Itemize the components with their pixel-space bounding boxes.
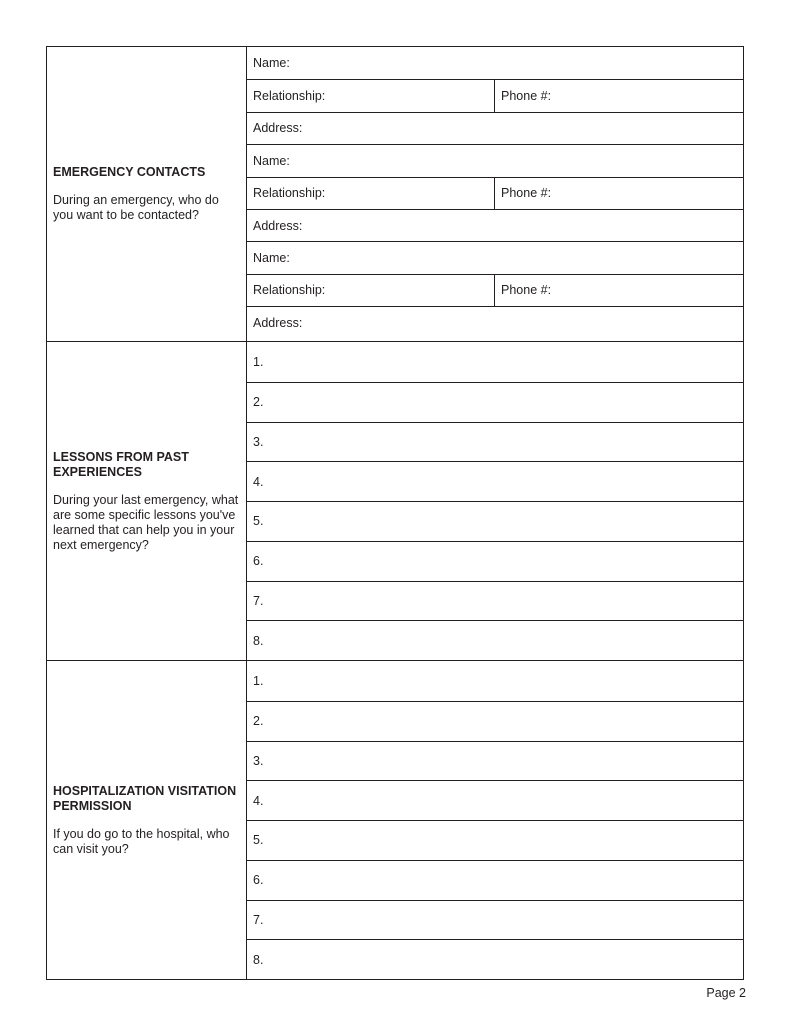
contact-2-name-field[interactable]: Name: [253, 153, 290, 168]
emergency-contacts-section [47, 47, 743, 341]
visitation-section [47, 660, 743, 979]
contact-2-relationship-row [247, 177, 743, 209]
lesson-row-4 [247, 461, 743, 501]
contact-1-name-row [247, 47, 743, 79]
emergency-contacts-fields [247, 47, 743, 341]
contact-1-phone-field[interactable]: Phone #: [501, 89, 552, 104]
lesson-field-5[interactable]: 5. [253, 514, 264, 529]
visitor-field-8[interactable]: 8. [253, 952, 264, 967]
section-description: If you do go to the hospital, who can visit you? [53, 826, 230, 856]
visitation-header [47, 661, 247, 979]
page-number: Page 2 [706, 986, 746, 1000]
section-title: HOSPITALIZATION VISITATION PERMISSION [53, 783, 237, 813]
visitor-row-3 [247, 741, 743, 781]
contact-3-relationship-row [247, 274, 743, 306]
contact-2-phone-field[interactable]: Phone #: [501, 186, 552, 201]
lesson-field-1[interactable]: 1. [253, 354, 264, 369]
visitor-field-3[interactable]: 3. [253, 753, 264, 768]
contact-1-relationship-field[interactable]: Relationship: [247, 80, 495, 111]
visitor-row-7 [247, 900, 743, 940]
visitor-field-2[interactable]: 2. [253, 714, 264, 729]
lesson-row-8 [247, 620, 743, 660]
section-title: EMERGENCY CONTACTS [53, 165, 206, 179]
lesson-row-7 [247, 581, 743, 621]
contact-1-address-field[interactable]: Address: [253, 121, 303, 136]
contact-1-relationship-row [247, 79, 743, 111]
emergency-form [46, 46, 744, 980]
lesson-field-8[interactable]: 8. [253, 633, 264, 648]
visitor-row-4 [247, 780, 743, 820]
contact-2-name-row [247, 144, 743, 176]
lessons-section [47, 341, 743, 660]
emergency-contacts-header [47, 47, 247, 341]
contact-3-name-row [247, 241, 743, 273]
visitor-row-2 [247, 701, 743, 741]
visitor-field-7[interactable]: 7. [253, 912, 264, 927]
contact-3-address-row [247, 306, 743, 338]
lesson-field-4[interactable]: 4. [253, 474, 264, 489]
lesson-row-1 [247, 342, 743, 382]
contact-3-name-field[interactable]: Name: [253, 251, 290, 266]
contact-2-address-row [247, 209, 743, 241]
lessons-header [47, 342, 247, 660]
visitor-row-1 [247, 661, 743, 701]
contact-1-name-field[interactable]: Name: [253, 56, 290, 71]
contact-3-phone-field[interactable]: Phone #: [501, 283, 552, 298]
contact-3-address-field[interactable]: Address: [253, 315, 303, 330]
lesson-row-6 [247, 541, 743, 581]
visitation-fields [247, 661, 743, 979]
visitor-field-1[interactable]: 1. [253, 673, 264, 688]
visitor-row-6 [247, 860, 743, 900]
section-description: During an emergency, who do you want to be contacted? [53, 193, 219, 222]
section-title: LESSONS FROM PAST EXPERIENCES [53, 449, 189, 479]
visitor-field-6[interactable]: 6. [253, 873, 264, 888]
visitor-field-4[interactable]: 4. [253, 793, 264, 808]
visitor-row-8 [247, 939, 743, 979]
contact-1-address-row [247, 112, 743, 144]
contact-3-relationship-field[interactable]: Relationship: [247, 275, 495, 306]
section-description: During your last emergency, what are some specific lessons you've learned that can help you in your next emergency? [53, 492, 239, 552]
lesson-field-6[interactable]: 6. [253, 554, 264, 569]
contact-2-address-field[interactable]: Address: [253, 218, 303, 233]
lesson-field-3[interactable]: 3. [253, 434, 264, 449]
visitor-row-5 [247, 820, 743, 860]
lesson-field-7[interactable]: 7. [253, 593, 264, 608]
lesson-field-2[interactable]: 2. [253, 395, 264, 410]
lesson-row-2 [247, 382, 743, 422]
lessons-fields [247, 342, 743, 660]
lesson-row-5 [247, 501, 743, 541]
visitor-field-5[interactable]: 5. [253, 833, 264, 848]
lesson-row-3 [247, 422, 743, 462]
contact-2-relationship-field[interactable]: Relationship: [247, 178, 495, 209]
